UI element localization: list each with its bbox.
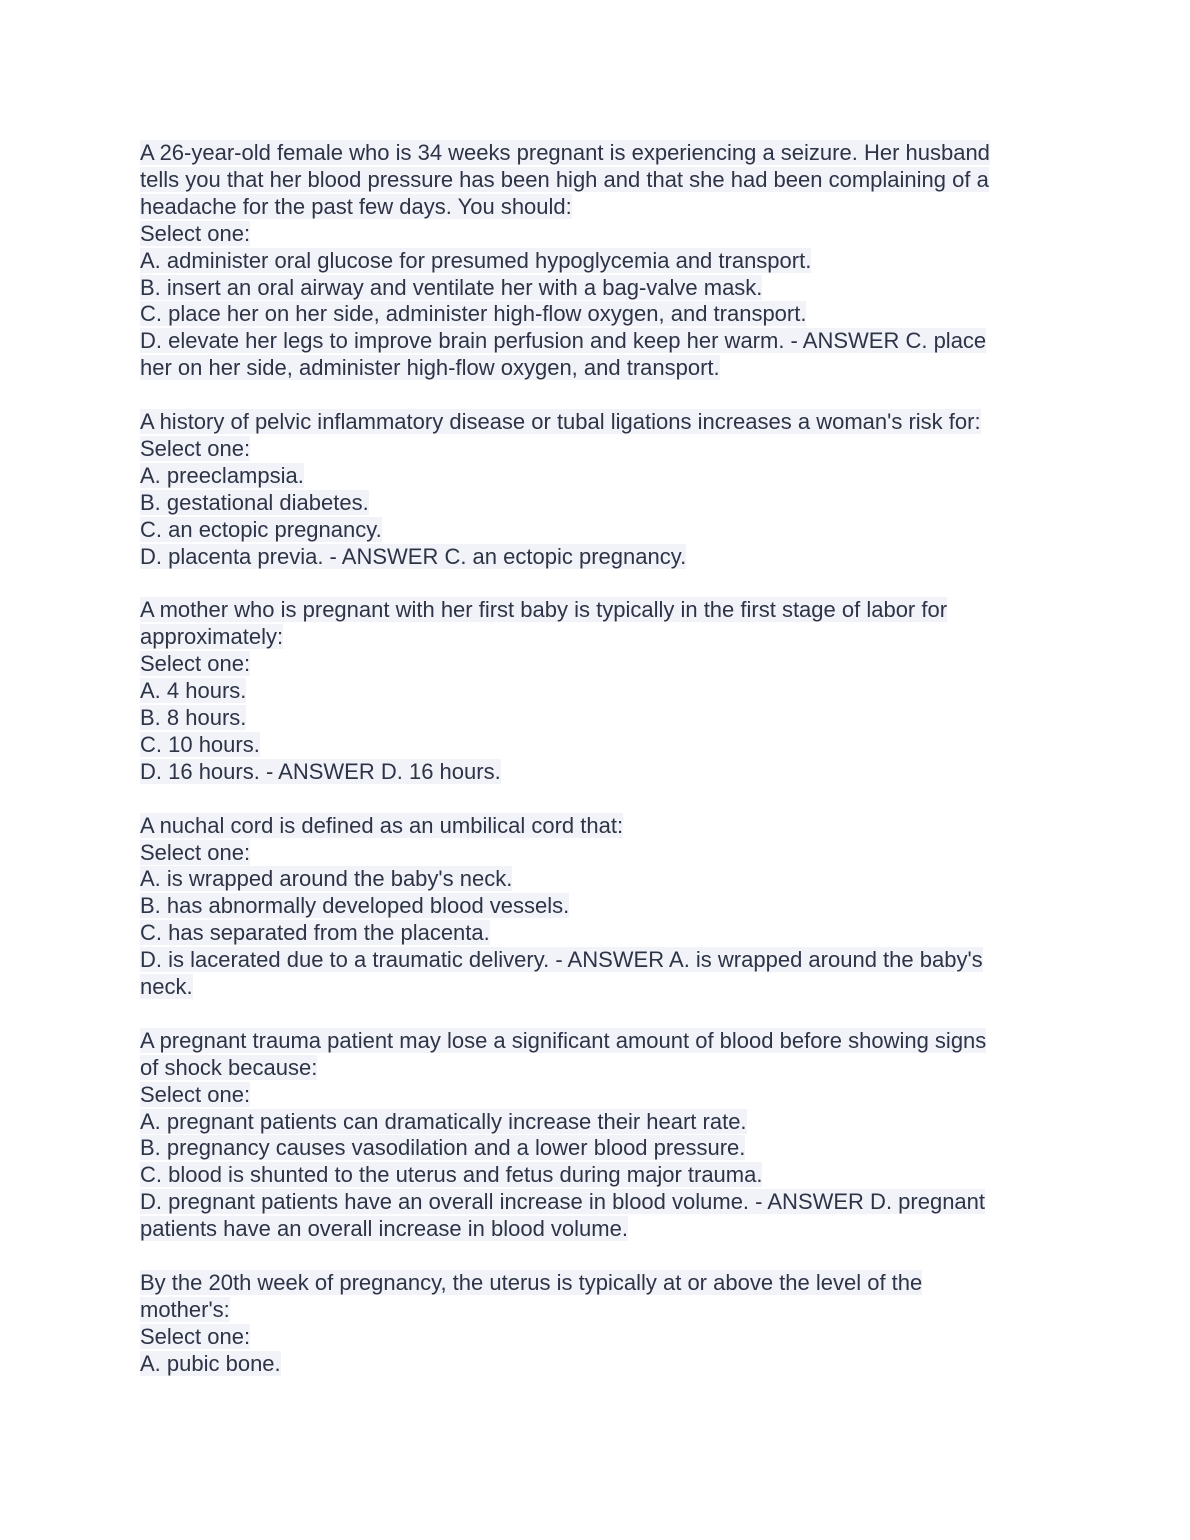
answer-option: C. blood is shunted to the uterus and fetus during major trauma. — [140, 1162, 763, 1188]
select-one-prompt: Select one: — [140, 1323, 251, 1349]
question-stem-line: By the 20th week of pregnancy, the uterus is typically at or above the level of the — [140, 1269, 923, 1295]
answer-option: A. 4 hours. — [140, 678, 247, 704]
question-stem-line: approximately: — [140, 624, 284, 650]
question-block — [140, 597, 1045, 785]
answer-option: A. pubic bone. — [140, 1350, 281, 1376]
question-stem-line: headache for the past few days. You should: — [140, 193, 572, 219]
answer-option-with-key: her on her side, administer high-flow oxygen, and transport. — [140, 355, 720, 381]
question-block — [140, 409, 1045, 570]
question-stem-line: A 26-year-old female who is 34 weeks pregnant is experiencing a seizure. Her husband — [140, 140, 990, 165]
answer-option: C. an ectopic pregnancy. — [140, 516, 382, 542]
select-one-prompt: Select one: — [140, 1081, 251, 1107]
answer-option: C. 10 hours. — [140, 731, 260, 757]
answer-option: B. 8 hours. — [140, 705, 247, 730]
answer-option: B. gestational diabetes. — [140, 489, 369, 515]
answer-option: B. pregnancy causes vasodilation and a lower blood pressure. — [140, 1135, 746, 1161]
answer-option: B. has abnormally developed blood vessels. — [140, 893, 570, 919]
question-stem-line: of shock because: — [140, 1054, 318, 1080]
question-stem-line: A history of pelvic inflammatory disease or tubal ligations increases a woman's risk for: — [140, 409, 981, 435]
answer-option: A. administer oral glucose for presumed hypoglycemia and transport. — [140, 247, 812, 273]
answer-option: C. place her on her side, administer high-flow oxygen, and transport. — [140, 301, 807, 327]
question-stem-line: A nuchal cord is defined as an umbilical cord that: — [140, 812, 624, 838]
question-stem-line: A mother who is pregnant with her first baby is typically in the first stage of labor for — [140, 597, 948, 623]
answer-option-with-key: patients have an overall increase in blood volume. — [140, 1216, 628, 1242]
answer-option: C. has separated from the placenta. — [140, 920, 490, 946]
select-one-prompt: Select one: — [140, 220, 251, 246]
answer-option-with-key: D. is lacerated due to a traumatic delivery. - ANSWER A. is wrapped around the baby's — [140, 947, 983, 973]
answer-option: A. preeclampsia. — [140, 462, 304, 488]
question-stem-line: mother's: — [140, 1296, 230, 1322]
question-block — [140, 140, 1045, 382]
select-one-prompt: Select one: — [140, 839, 251, 865]
question-stem-line: tells you that her blood pressure has been high and that she had been complaining of a — [140, 166, 989, 192]
document-page — [140, 140, 1045, 1405]
question-block — [140, 1028, 1045, 1243]
select-one-prompt: Select one: — [140, 435, 251, 461]
question-stem-line: A pregnant trauma patient may lose a significant amount of blood before showing signs — [140, 1027, 987, 1053]
answer-option: B. insert an oral airway and ventilate her with a bag-valve mask. — [140, 274, 763, 300]
select-one-prompt: Select one: — [140, 651, 251, 677]
answer-option-with-key: neck. — [140, 974, 193, 1000]
answer-option-with-key: D. elevate her legs to improve brain perfusion and keep her warm. - ANSWER C. place — [140, 328, 987, 354]
answer-option-with-key: D. pregnant patients have an overall increase in blood volume. - ANSWER D. pregnant — [140, 1189, 986, 1215]
answer-option: A. is wrapped around the baby's neck. — [140, 866, 513, 892]
question-block — [140, 813, 1045, 1001]
question-block — [140, 1270, 1045, 1378]
answer-option-with-key: D. placenta previa. - ANSWER C. an ectopic pregnancy. — [140, 543, 687, 569]
answer-option: A. pregnant patients can dramatically increase their heart rate. — [140, 1108, 747, 1134]
answer-option-with-key: D. 16 hours. - ANSWER D. 16 hours. — [140, 758, 501, 784]
